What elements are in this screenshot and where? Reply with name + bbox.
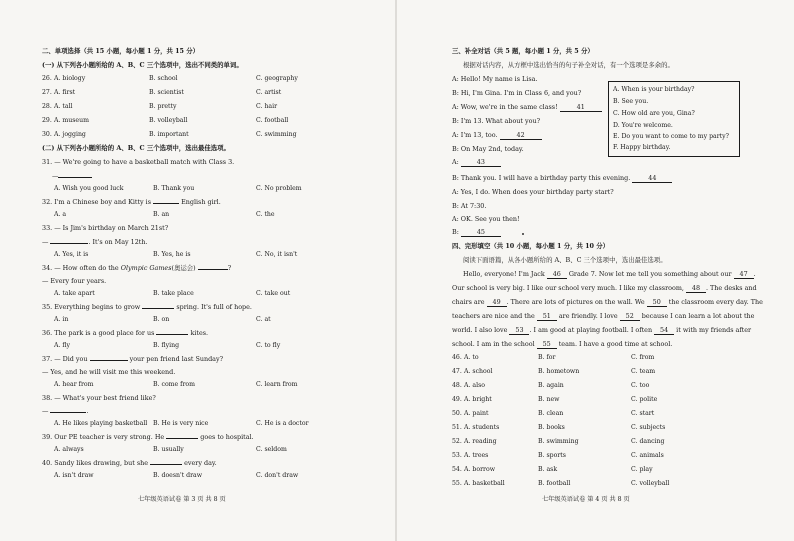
option-b: B. Thank you [153,185,195,192]
exam-page-4: 三、补全对话（共 5 题，每小题 1 分，共 5 分） 根据对话内容，从方框中选出恰当的句子补全对话，有一个选项是多余的。 A: Hello! My name is Lisa. B: Hi, I'm Gina. I'm in Class 6, and you? A: Wow, we're in the same class! 41 B: I'm 13. What about you? A: I'm 13, too. 42 B: On May 2nd, today. A: 43 B: Thank you. I will have a birthday party this evening. 44 A: Yes, I do. When does your birthday party start? B: At 7:30. A: OK. See you then! B: 45 A. When is your birthday? B. See you. C. How old are you, Gina? D. You're welcome. E. Do you want to come to my party? F. Happy birthday. 四、完形填空（共 10 小题，每小题 1 分，共 10 分） 阅读下面语篇，从各小题所给的 A、B、C 三个选项中，选出最佳选项。 Hello, everyone! I'm Jack 46 Grade 7. Now let me tell you something about our 47 . Our school is very big. I like our school very much. I like my classroom, 48 . The desks and chairs are 49 . There are lots of pictures on the wall. We 50 the classroom every day. The teachers are nice and the 51 are friendly. I love 52 because I can learn a lot about the world. I also love 53 . I am good at playing football. I often 54 it with my friends after school. I am in the school 55 team. I have a good time at school. 46. A. to B. for C. from 47. A. school B. hometown C. team 48. A. also B. again C. too 49. A. bright B. new C. polite 50. A. paint B. clean C. start 51. A. students B. books C. subjects 52. A. reading B. swimming C. dancing 53. A. trees B. sports C. animals 54. A. borrow B. ask C. play 55. A. basketball B. football C. volleyball 七年级英语试卷 第 4 页 共 8 页 [452,47,763,503]
option-c: C. No, it isn't [256,251,298,258]
option-a: A. jogging [54,131,86,138]
option-c: C. animals [631,452,664,459]
option-c: C. too [631,382,650,389]
part-1-instruction: (一) 从下列各小题所给的 A、B、C 三个选项中，选出不同类的单词。 [42,61,243,69]
section-3-instruction: 根据对话内容，从方框中选出恰当的句子补全对话，有一个选项是多余的。 [463,61,674,69]
option-a: A. school [464,368,493,375]
option-b: B. school [149,75,178,82]
dialogue-line: A: Wow, we're in the same class! 41 [452,103,602,112]
option-a: A. biology [54,75,86,82]
option-c: C. team [631,368,656,375]
option-c: C. dancing [631,438,665,445]
part-2-instruction: (二) 从下列各小题所给的 A、B、C 三个选项中，选出最佳选项。 [42,144,230,152]
option-a: A. always [54,446,84,453]
option-a: A. isn't draw [54,472,94,479]
dialogue-line: B: I'm 13. What about you? [452,117,541,125]
dialogue-line: B: Thank you. I will have a birthday party this evening. 44 [452,174,672,183]
option-b: B. doesn't draw [153,472,203,479]
option-a: A. in [54,316,69,323]
option-a: A. students [464,424,500,431]
section-2-title: 二、单项选择（共 15 小题，每小题 1 分，共 15 分） [42,47,200,55]
passage-line: world. I also love 53 . I am good at playing football. I often 54 it with my friends after [452,326,752,334]
option-b: B. Yes, he is [153,251,191,258]
dialogue-line: A: 43 [452,158,501,167]
option-a: A. Wish you good luck [54,185,124,192]
option-c: C. artist [256,89,282,96]
option-b: B. clean [538,410,564,417]
option-c: C. seldom [256,446,287,453]
passage-line: Our school is very big. I like our school very much. I like my classroom, 48 . The desks and [452,284,757,292]
option-c: C. learn from [256,381,298,388]
option-a: A. bright [464,396,492,403]
page-footer: 七年级英语试卷 第 4 页 共 8 页 [542,496,630,503]
option-b: B. on [153,316,170,323]
dialogue-line: B: Hi, I'm Gina. I'm in Class 6, and you? [452,89,582,97]
option-c: C. He is a doctor [256,420,309,427]
option-b: B. football [538,480,571,487]
dialogue-line: A: Hello! My name is Lisa. [452,75,538,83]
blank-44: 44 [632,174,672,183]
dialogue-line: A: OK. See you then! [452,215,520,223]
option-c: C. volleyball [631,480,670,487]
option-b: B. pretty [149,103,177,110]
dialogue-line: B: At 7:30. [452,202,487,210]
box-option: A. When is your birthday? [613,86,695,93]
dialogue-line: A: Yes, I do. When does your birthday party start? [452,188,614,196]
dialogue-line: B: On May 2nd, today. [452,145,524,153]
passage-line: school. I am in the school 55 team. I have a good time at school. [452,340,673,348]
option-c: C. subjects [631,424,666,431]
option-a: A. to [464,354,479,361]
option-b: B. for [538,354,556,361]
option-a: A. first [54,89,76,96]
option-b: B. an [153,211,170,218]
option-a: A. a [54,211,67,218]
options-box [608,81,740,157]
option-a: A. reading [464,438,497,445]
option-b: B. flying [153,342,180,349]
exam-page-3: 二、单项选择（共 15 小题，每小题 1 分，共 15 分） (一) 从下列各小题所给的 A、B、C 三个选项中，选出不同类的单词。 26. A. biology B. school C. geography 27. A. first B. scientist C. artist 28. A. tall B. pretty C. hair 29. A. museum B. volleyball C. football 30. A. jogging B. important C. swimming (二) 从下列各小题所给的 A、B、C 三个选项中，选出最佳选项。 31. — We're going to have a basketball match with Class 3. — A. Wish you good luck B. Thank you C. No problem 32. I'm a Chinese boy and Kitty is English girl. A. a B. an C. the 33. — Is Jim's birthday on March 21st? — . It's on May 12th. A. Yes, it is B. Yes, he is C. No, it isn't 34. — How often do the Olympic Games(奥运会) ? — Every four years. A. take apart B. take place C. take out 35. Everything begins to grow spring. It's full of hope. A. in B. on C. at 36. The park is a good place for us kites. A. fly B. flying C. to fly 37. — Did you your pen friend last Sunday? — Yes, and he will visit me this weekend. A. hear from B. come from C. learn from 38. — What's your best friend like? — . A. He likes playing basketball B. He is very nice C. He is a doctor 39. Our PE teacher is very strong. He goes to hospital. A. always B. usually C. seldom 40. Sandy likes drawing, but she every day. A. isn't draw B. doesn't draw C. don't draw 七年级英语试卷 第 3 页 共 8 页 [42,47,309,503]
option-a: A. He likes playing basketball [54,420,148,427]
option-c: C. No problem [256,185,302,192]
option-a: A. fly [54,342,71,349]
option-a: A. museum [54,117,89,124]
option-b: B. scientist [149,89,184,96]
option-c: C. football [256,117,289,124]
blank-45: 45 [461,228,501,237]
option-c: C. don't draw [256,472,299,479]
option-b: B. swimming [538,438,579,445]
option-a: A. paint [464,410,489,417]
stray-mark [522,233,524,235]
option-c: C. the [256,211,275,218]
passage-line: teachers are nice and the 51 are friendly. I love 52 because I can learn a lot about the [452,312,755,320]
passage-line: chairs are 49 . There are lots of pictures on the wall. We 50 the classroom every day. The [452,298,763,306]
option-c: C. start [631,410,655,417]
option-c: C. hair [256,103,278,110]
option-b: B. important [149,131,189,138]
option-c: C. swimming [256,131,297,138]
option-a: A. tall [54,103,73,110]
option-a: A. hear from [54,381,94,388]
passage-line: Hello, everyone! I'm Jack 46 Grade 7. Now let me tell you something about our 47 . [463,270,756,278]
blank-41: 41 [560,103,602,112]
option-a: A. also [464,382,485,389]
option-b: B. come from [153,381,196,388]
section-4-instruction: 阅读下面语篇，从各小题所给的 A、B、C 三个选项中，选出最佳选项。 [463,256,667,264]
option-c: C. polite [631,396,658,403]
dialogue-line: B: 45 [452,228,501,237]
box-option: B. See you. [613,98,649,105]
option-b: B. He is very nice [153,420,209,427]
dialogue-line: A: I'm 13, too. 42 [452,131,542,140]
box-option: F. Happy birthday. [613,144,671,151]
option-b: B. take place [153,290,194,297]
option-b: B. new [538,396,560,403]
option-c: C. to fly [256,342,281,349]
page-footer: 七年级英语试卷 第 3 页 共 8 页 [138,496,226,503]
option-b: B. hometown [538,368,580,375]
option-b: B. usually [153,446,184,453]
box-option: C. How old are you, Gina? [613,110,695,117]
option-b: B. sports [538,452,566,459]
box-option: E. Do you want to come to my party? [613,133,729,140]
blank-43: 43 [461,158,501,167]
option-b: B. ask [538,466,558,473]
blank-42: 42 [500,131,542,140]
option-c: C. at [256,316,271,323]
option-a: A. basketball [464,480,505,487]
option-c: C. geography [256,75,298,82]
option-b: B. books [538,424,565,431]
option-c: C. play [631,466,653,473]
option-b: B. again [538,382,564,389]
section-4-title: 四、完形填空（共 10 小题，每小题 1 分，共 10 分） [452,242,610,250]
option-a: A. Yes, it is [54,251,89,258]
option-a: A. borrow [464,466,496,473]
option-c: C. take out [256,290,291,297]
option-c: C. from [631,354,655,361]
option-a: A. take apart [54,290,95,297]
box-option: D. You're welcome. [613,122,673,129]
option-a: A. trees [464,452,489,459]
section-3-title: 三、补全对话（共 5 题，每小题 1 分，共 5 分） [452,47,594,55]
option-b: B. volleyball [149,117,188,124]
